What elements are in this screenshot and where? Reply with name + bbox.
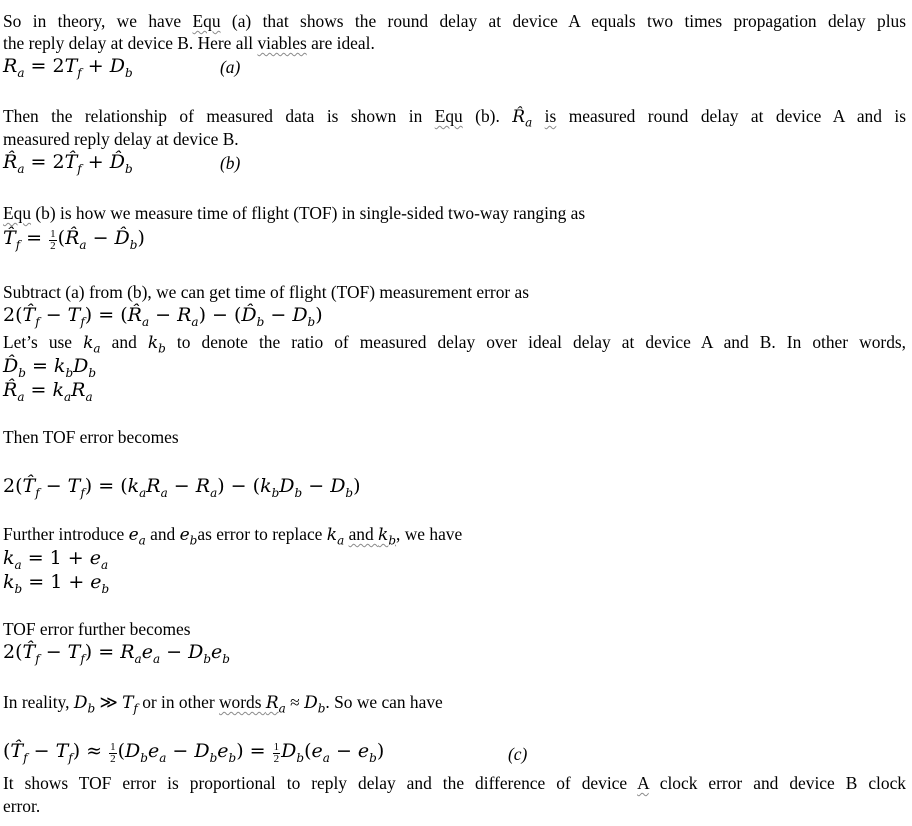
equation-error-1: $2(T̂_f - T_f)$ = $(R̂_a - R_a)$ − $(D̂_b - D_b)$ <box>3 304 323 329</box>
paragraph-4-line-2: Let’s use $k_a$ and $k_b$ to denote the ratio of measured delay over ideal delay at device A and B. In other words, <box>3 332 906 356</box>
paragraph-2-line-2: measured reply delay at device B. <box>3 129 239 149</box>
paragraph-4-line-1: Subtract (a) from (b), we can get time of flight (TOF) measurement error as <box>3 282 530 302</box>
paragraph-3-line-1: Equ (b) is how we measure time of flight (TOF) in single-sided two-way ranging as <box>3 203 586 223</box>
equation-ka: $k_a = 1 + e_a$ <box>3 547 109 572</box>
paragraph-6-line-1: Further introduce $e_a$ and $e_bas$ error to replace $k_a$ and $k_b$, we have <box>3 524 463 548</box>
equation-kb: $k_b = 1 + e_b$ <box>3 571 110 596</box>
paragraph-7-line-1: TOF error further becomes <box>3 619 191 639</box>
equation-tof: $T̂_f$ = $\frac{1}{2}$ ($R̂_a$ − $D̂_b$) <box>3 227 145 252</box>
equation-error-2: $2(T̂_f - T_f) = (k_aR_a - R_a) - (k_bD_b - D_b)$ <box>3 475 361 500</box>
equation-c: $(T̂_f - T_f)$ ≈ $\frac{1}{2}$ $(D_be_a - D_be_b)$ = $\frac{1}{2}$ $D_b(e_a - e_b)$ <box>3 740 385 765</box>
paragraph-1-line-2: the reply delay at device B. Here all viables are ideal. <box>3 33 375 53</box>
equation-b-tag: (b) <box>220 153 241 173</box>
paragraph-9-line-2: error. <box>3 796 41 816</box>
equation-b: $R̂_a$ = $2T̂_f$ + $D̂_b$ <box>3 151 133 176</box>
equation-a: $R_a = 2T_f + D_b$ <box>3 55 133 80</box>
paragraph-9-line-1: It shows TOF error is proportional to reply delay and the difference of device A clock error and device B clock <box>3 773 906 793</box>
equation-db-hat: $D̂_b = k_bD_b$ <box>3 355 97 380</box>
equation-ra-hat: $R̂_a = k_aR_a$ <box>3 379 93 404</box>
paragraph-8-line-1: In reality, $D_b$ ≫ $T_f$ or in other words $R_a \approx D_b$. So we can have <box>3 692 443 716</box>
equation-c-tag: (c) <box>508 744 528 764</box>
equation-a-tag: (a) <box>220 57 241 77</box>
paragraph-5-line-1: Then TOF error becomes <box>3 427 179 447</box>
equation-error-3: $2(T̂_f - T_f) = R_ae_a - D_be_b$ <box>3 641 230 666</box>
paragraph-1-line-1: So in theory, we have Equ (a) that shows the round delay at device A equals two times propagation delay plus <box>3 11 906 31</box>
paragraph-2-line-1: Then the relationship of measured data is shown in Equ (b). $R̂_a$ is measured round delay at device A and is <box>3 106 906 130</box>
